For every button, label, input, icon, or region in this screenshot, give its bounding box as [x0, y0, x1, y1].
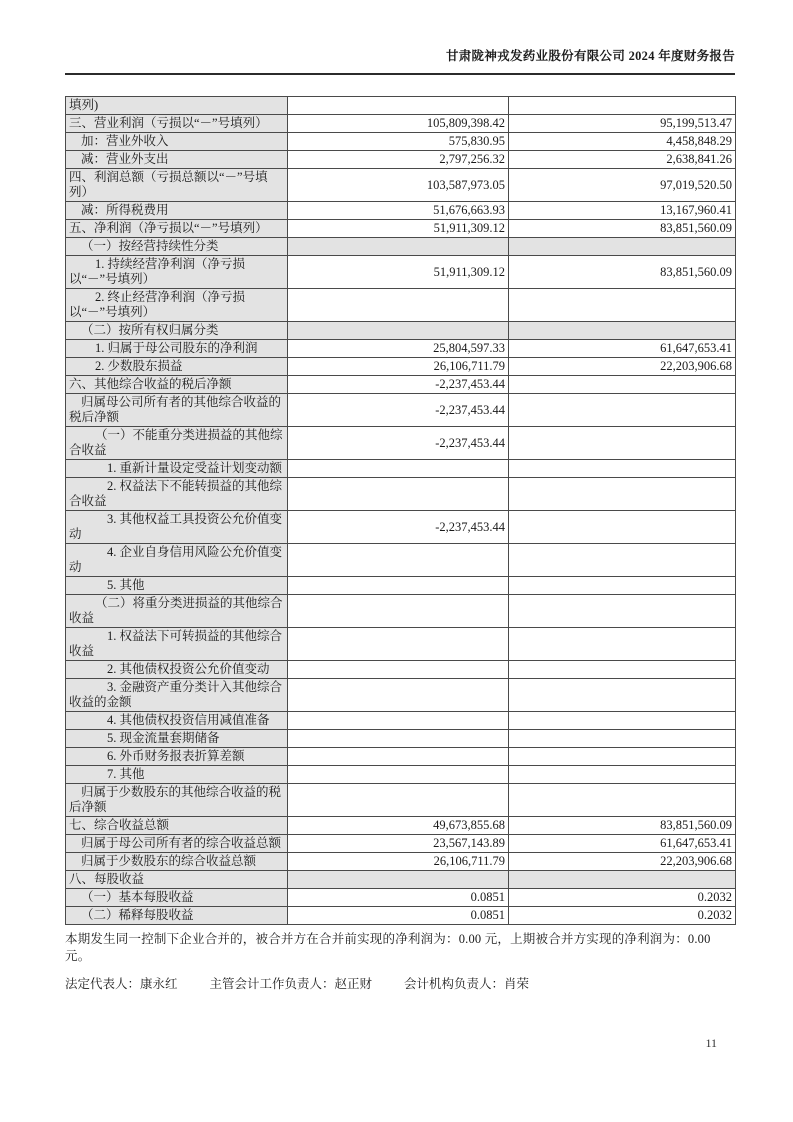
row-label-cell: 5. 现金流量套期储备: [66, 730, 288, 748]
row-label-cell: （一）按经营持续性分类: [66, 238, 288, 256]
prior-period-value-cell: [509, 238, 736, 256]
current-period-value-cell: [288, 322, 509, 340]
row-label-cell: 2. 终止经营净利润（净亏损以“－”号填列）: [66, 289, 288, 322]
row-label-cell: 7. 其他: [66, 766, 288, 784]
table-row: [66, 679, 736, 712]
table-row: [66, 853, 736, 871]
prior-period-value-cell: [509, 478, 736, 511]
current-period-value-cell: -2,237,453.44: [288, 511, 509, 544]
current-period-value-cell: [288, 871, 509, 889]
prior-period-value-cell: 0.2032: [509, 907, 736, 925]
row-label-cell: 4. 企业自身信用风险公允价值变动: [66, 544, 288, 577]
current-period-value-cell: 103,587,973.05: [288, 169, 509, 202]
table-row: [66, 766, 736, 784]
income-statement-body: [66, 97, 736, 925]
row-label-cell: 2. 权益法下不能转损益的其他综合收益: [66, 478, 288, 511]
prior-period-value-cell: 95,199,513.47: [509, 115, 736, 133]
current-period-value-cell: [288, 460, 509, 478]
current-period-value-cell: [288, 661, 509, 679]
table-row: [66, 460, 736, 478]
row-label-cell: 1. 权益法下可转损益的其他综合收益: [66, 628, 288, 661]
table-row: [66, 376, 736, 394]
prior-period-value-cell: [509, 784, 736, 817]
current-period-value-cell: -2,237,453.44: [288, 376, 509, 394]
prior-period-value-cell: 4,458,848.29: [509, 133, 736, 151]
table-row: [66, 322, 736, 340]
table-row: [66, 661, 736, 679]
table-row: [66, 427, 736, 460]
row-label-cell: 归属于少数股东的其他综合收益的税后净额: [66, 784, 288, 817]
current-period-value-cell: -2,237,453.44: [288, 394, 509, 427]
current-period-value-cell: 26,106,711.79: [288, 358, 509, 376]
table-row: [66, 712, 736, 730]
row-label-cell: 七、综合收益总额: [66, 817, 288, 835]
table-row: [66, 97, 736, 115]
table-row: [66, 835, 736, 853]
table-row: [66, 202, 736, 220]
row-label-cell: 5. 其他: [66, 577, 288, 595]
table-row: [66, 340, 736, 358]
table-row: [66, 220, 736, 238]
table-row: [66, 358, 736, 376]
prior-period-value-cell: [509, 628, 736, 661]
prior-period-value-cell: [509, 577, 736, 595]
current-period-value-cell: [288, 97, 509, 115]
table-row: [66, 478, 736, 511]
current-period-value-cell: 2,797,256.32: [288, 151, 509, 169]
signer: 会计机构负责人：肖荣: [404, 977, 530, 991]
prior-period-value-cell: [509, 595, 736, 628]
current-period-value-cell: 575,830.95: [288, 133, 509, 151]
prior-period-value-cell: [509, 871, 736, 889]
page-number: 11: [705, 1036, 717, 1050]
table-row: [66, 394, 736, 427]
prior-period-value-cell: [509, 511, 736, 544]
table-row: [66, 289, 736, 322]
row-label-cell: 3. 金融资产重分类计入其他综合收益的金额: [66, 679, 288, 712]
prior-period-value-cell: 97,019,520.50: [509, 169, 736, 202]
current-period-value-cell: 0.0851: [288, 889, 509, 907]
row-label-cell: 八、每股收益: [66, 871, 288, 889]
merger-note: 本期发生同一控制下企业合并的，被合并方在合并前实现的净利润为：0.00 元，上期被合并方实现的净利润为：0.00 元。: [65, 932, 711, 963]
prior-period-value-cell: [509, 712, 736, 730]
table-row: [66, 784, 736, 817]
prior-period-value-cell: [509, 394, 736, 427]
current-period-value-cell: [288, 289, 509, 322]
row-label-cell: 加：营业外收入: [66, 133, 288, 151]
current-period-value-cell: 25,804,597.33: [288, 340, 509, 358]
prior-period-value-cell: [509, 460, 736, 478]
table-row: [66, 511, 736, 544]
prior-period-value-cell: [509, 544, 736, 577]
current-period-value-cell: -2,237,453.44: [288, 427, 509, 460]
income-statement-table: [65, 96, 736, 925]
current-period-value-cell: [288, 478, 509, 511]
current-period-value-cell: 51,911,309.12: [288, 220, 509, 238]
table-row: [66, 256, 736, 289]
row-label-cell: 4. 其他债权投资信用减值准备: [66, 712, 288, 730]
prior-period-value-cell: 83,851,560.09: [509, 256, 736, 289]
row-label-cell: （二）稀释每股收益: [66, 907, 288, 925]
row-label-cell: 减：营业外支出: [66, 151, 288, 169]
signer: 法定代表人：康永红: [65, 977, 178, 991]
prior-period-value-cell: 22,203,906.68: [509, 358, 736, 376]
current-period-value-cell: [288, 730, 509, 748]
table-row: [66, 544, 736, 577]
prior-period-value-cell: [509, 427, 736, 460]
prior-period-value-cell: 61,647,653.41: [509, 340, 736, 358]
current-period-value-cell: [288, 784, 509, 817]
current-period-value-cell: 51,911,309.12: [288, 256, 509, 289]
current-period-value-cell: [288, 679, 509, 712]
prior-period-value-cell: 83,851,560.09: [509, 817, 736, 835]
row-label-cell: 2. 少数股东损益: [66, 358, 288, 376]
signer: 主管会计工作负责人：赵正财: [209, 977, 373, 991]
current-period-value-cell: [288, 595, 509, 628]
table-row: [66, 871, 736, 889]
current-period-value-cell: 51,676,663.93: [288, 202, 509, 220]
table-row: [66, 748, 736, 766]
row-label-cell: 归属母公司所有者的其他综合收益的税后净额: [66, 394, 288, 427]
prior-period-value-cell: [509, 376, 736, 394]
table-row: [66, 628, 736, 661]
prior-period-value-cell: [509, 97, 736, 115]
prior-period-value-cell: [509, 661, 736, 679]
prior-period-value-cell: [509, 322, 736, 340]
current-period-value-cell: 26,106,711.79: [288, 853, 509, 871]
row-label-cell: 2. 其他债权投资公允价值变动: [66, 661, 288, 679]
current-period-value-cell: [288, 238, 509, 256]
prior-period-value-cell: [509, 730, 736, 748]
table-row: [66, 238, 736, 256]
row-label-cell: 1. 归属于母公司股东的净利润: [66, 340, 288, 358]
row-label-cell: 1. 持续经营净利润（净亏损以“－”号填列）: [66, 256, 288, 289]
table-row: [66, 907, 736, 925]
row-label-cell: 三、营业利润（亏损以“－”号填列）: [66, 115, 288, 133]
prior-period-value-cell: [509, 748, 736, 766]
table-row: [66, 577, 736, 595]
current-period-value-cell: 23,567,143.89: [288, 835, 509, 853]
row-label-cell: 填列): [66, 97, 288, 115]
current-period-value-cell: 105,809,398.42: [288, 115, 509, 133]
table-row: [66, 817, 736, 835]
signature-line: [65, 974, 737, 992]
table-row: [66, 889, 736, 907]
prior-period-value-cell: 22,203,906.68: [509, 853, 736, 871]
prior-period-value-cell: [509, 289, 736, 322]
table-row: [66, 595, 736, 628]
report-header-title: 甘肃陇神戎发药业股份有限公司 2024 年度财务报告: [65, 46, 735, 75]
table-row: [66, 730, 736, 748]
row-label-cell: （一）不能重分类进损益的其他综合收益: [66, 427, 288, 460]
row-label-cell: 减：所得税费用: [66, 202, 288, 220]
prior-period-value-cell: 2,638,841.26: [509, 151, 736, 169]
prior-period-value-cell: 83,851,560.09: [509, 220, 736, 238]
prior-period-value-cell: 13,167,960.41: [509, 202, 736, 220]
row-label-cell: 归属于母公司所有者的综合收益总额: [66, 835, 288, 853]
current-period-value-cell: [288, 577, 509, 595]
table-row: [66, 133, 736, 151]
prior-period-value-cell: 61,647,653.41: [509, 835, 736, 853]
current-period-value-cell: [288, 712, 509, 730]
current-period-value-cell: 49,673,855.68: [288, 817, 509, 835]
table-row: [66, 169, 736, 202]
row-label-cell: （一）基本每股收益: [66, 889, 288, 907]
row-label-cell: 1. 重新计量设定受益计划变动额: [66, 460, 288, 478]
prior-period-value-cell: 0.2032: [509, 889, 736, 907]
current-period-value-cell: 0.0851: [288, 907, 509, 925]
current-period-value-cell: [288, 544, 509, 577]
row-label-cell: （二）按所有权归属分类: [66, 322, 288, 340]
row-label-cell: 六、其他综合收益的税后净额: [66, 376, 288, 394]
prior-period-value-cell: [509, 679, 736, 712]
current-period-value-cell: [288, 628, 509, 661]
row-label-cell: 6. 外币财务报表折算差额: [66, 748, 288, 766]
current-period-value-cell: [288, 748, 509, 766]
prior-period-value-cell: [509, 766, 736, 784]
table-row: [66, 151, 736, 169]
row-label-cell: 四、利润总额（亏损总额以“－”号填列）: [66, 169, 288, 202]
row-label-cell: 3. 其他权益工具投资公允价值变动: [66, 511, 288, 544]
row-label-cell: 五、净利润（净亏损以“－”号填列）: [66, 220, 288, 238]
current-period-value-cell: [288, 766, 509, 784]
row-label-cell: 归属于少数股东的综合收益总额: [66, 853, 288, 871]
table-row: [66, 115, 736, 133]
row-label-cell: （二）将重分类进损益的其他综合收益: [66, 595, 288, 628]
